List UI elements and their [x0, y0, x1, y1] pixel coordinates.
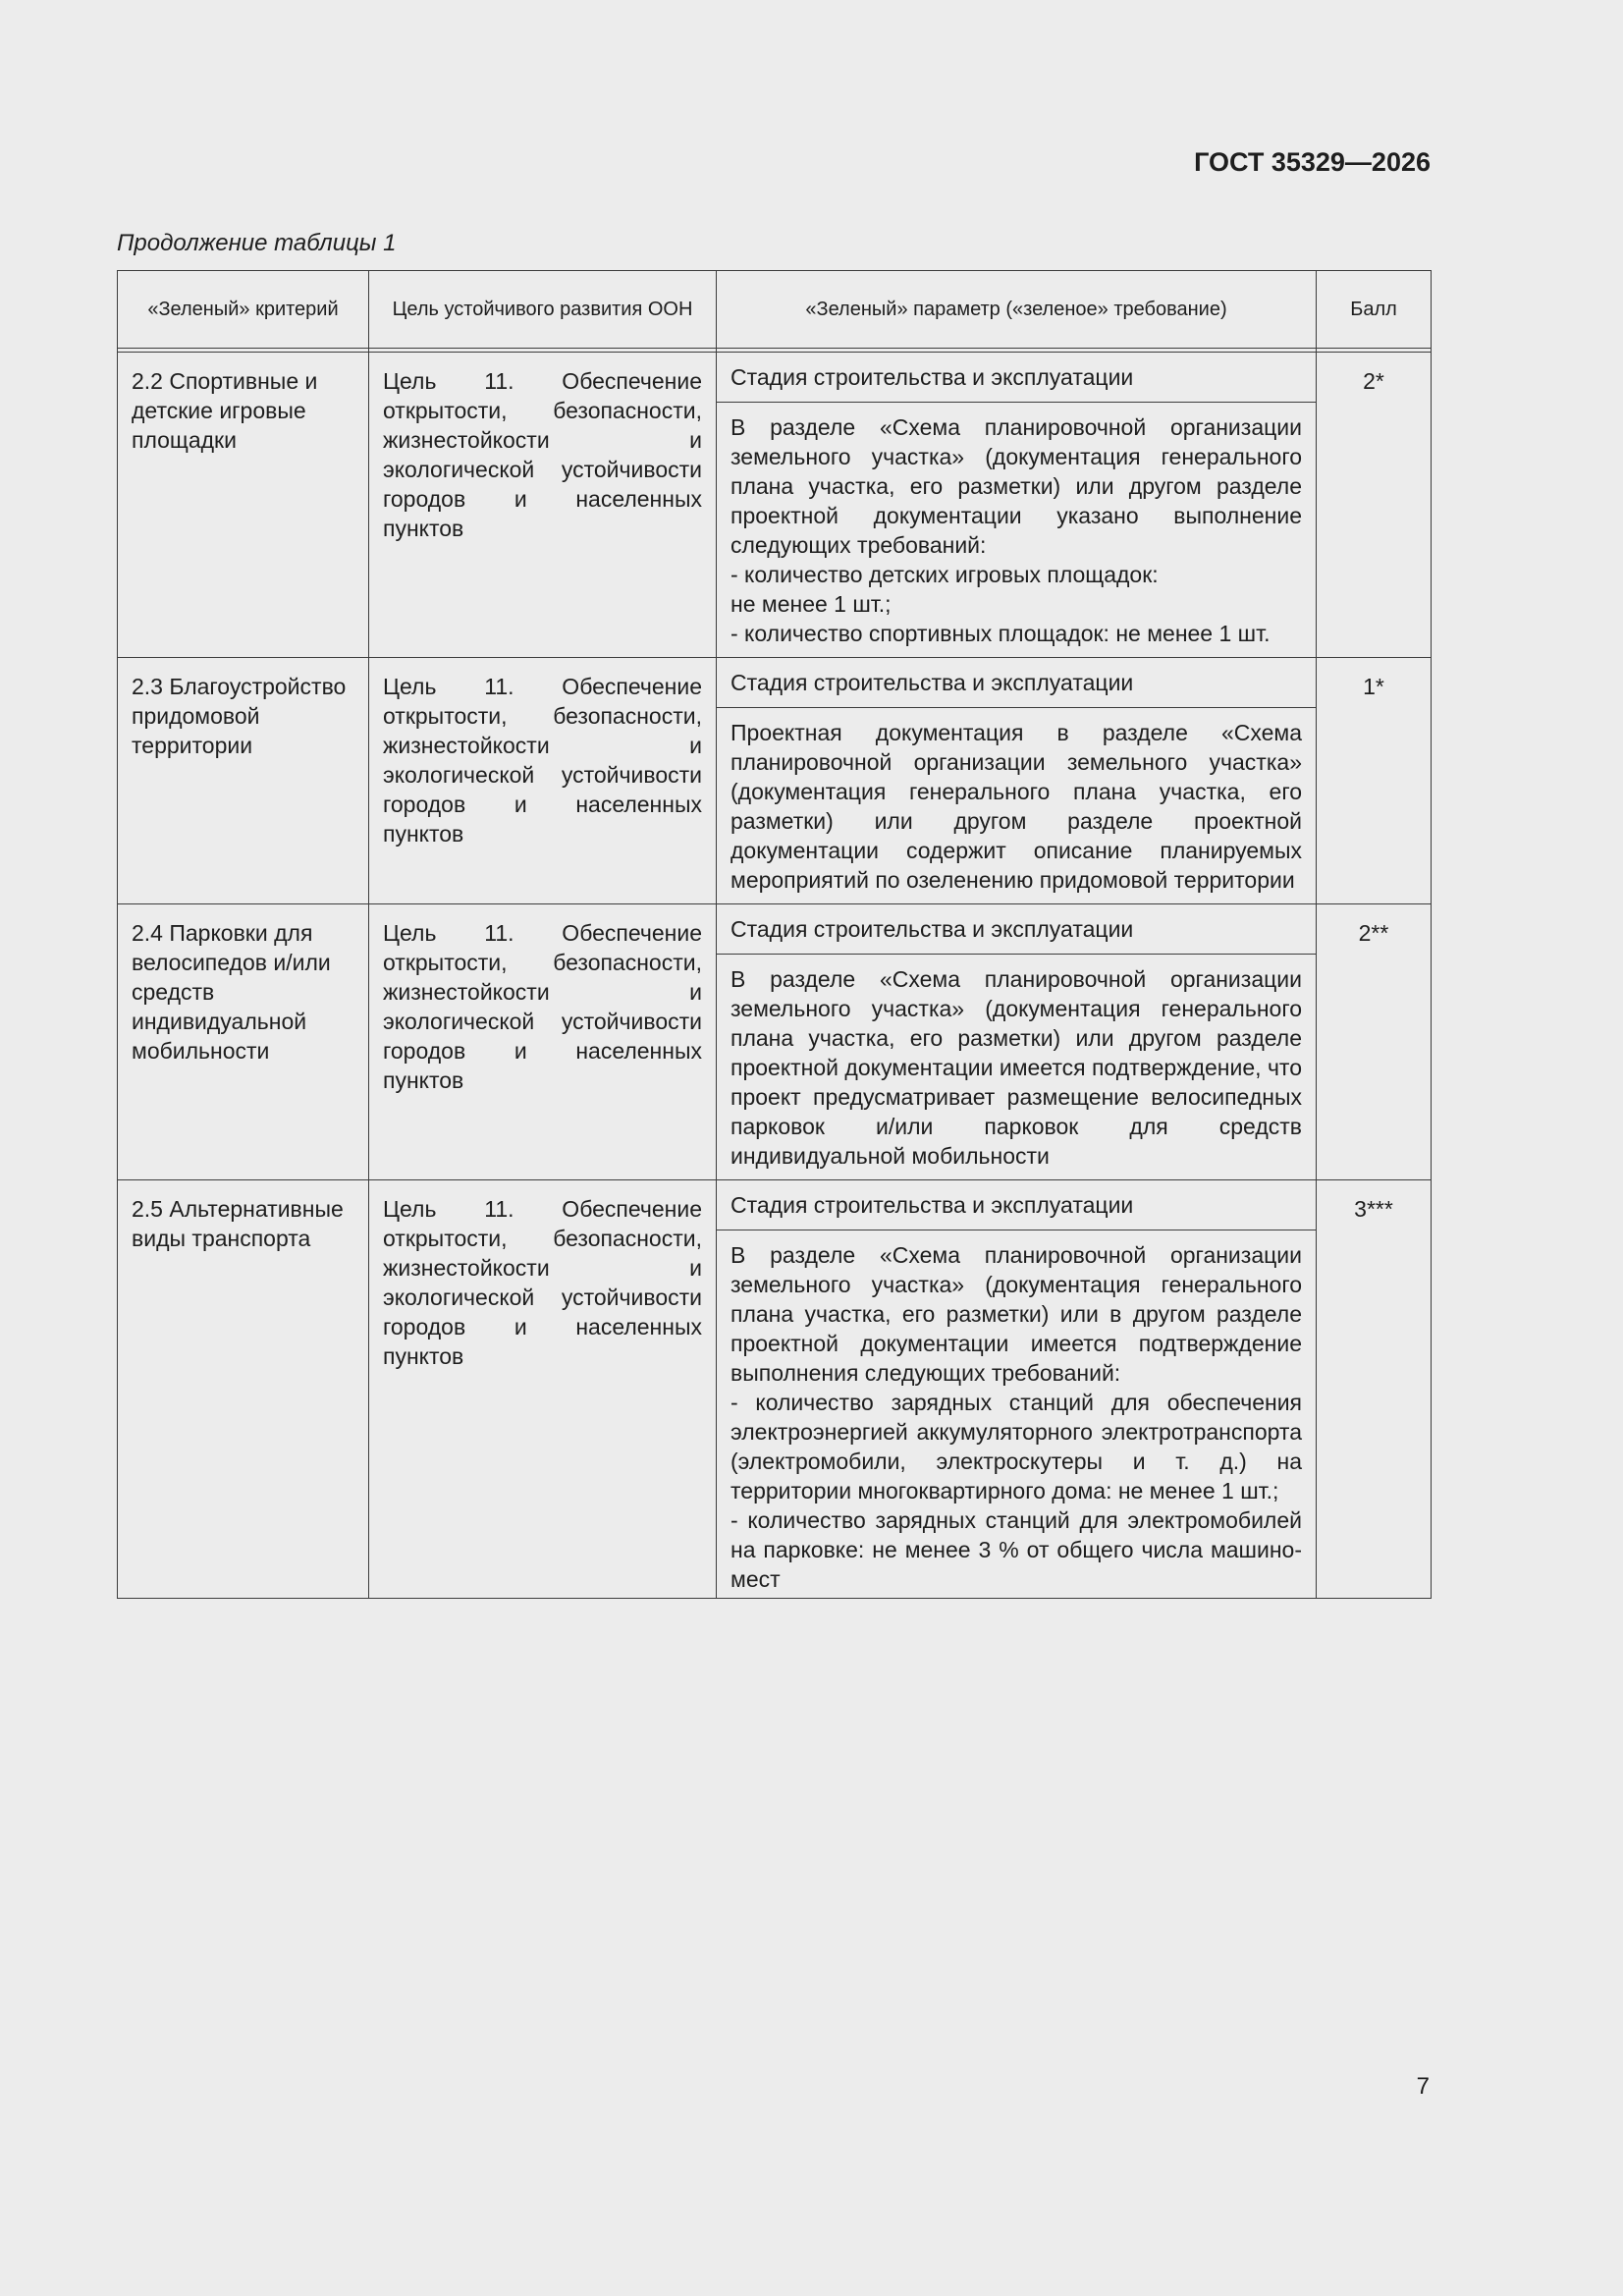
criterion-cell	[118, 658, 369, 904]
un-goal-cell	[369, 1180, 717, 1599]
parameter-item: - количество спортивных площадок: не менее 1 шт.	[730, 621, 1271, 646]
un-goal-text: Цель 11. Обеспечение открытости, безопасности, жизнестойкости и экологической устойчивости городов и населенных пунктов	[383, 920, 702, 1093]
parameter-text: В разделе «Схема планировочной организации земельного участка» (документация генерального плана участка, его разметки) или другом разделе проектной документации имеется подтверждение, что проект предусматривает размещение велосипедных парковок и/или парковок для средств индивидуальной мобильности	[730, 966, 1302, 1169]
stage-cell: Стадия строительства и эксплуатации	[717, 1180, 1317, 1230]
stage-cell: Стадия строительства и эксплуатации	[717, 658, 1317, 708]
document-code: ГОСТ 35329—2026	[1194, 147, 1431, 177]
table-header-row	[118, 271, 1432, 349]
criteria-table	[117, 270, 1432, 1599]
un-goal-text: Цель 11. Обеспечение открытости, безопасности, жизнестойкости и экологической устойчивости городов и населенных пунктов	[383, 1196, 702, 1369]
un-goal-cell	[369, 353, 717, 658]
table-row	[118, 658, 1432, 708]
criterion-text: 2.3 Благоустройство придомовой территории	[132, 674, 347, 758]
stage-cell: Стадия строительства и эксплуатации	[717, 353, 1317, 403]
header-parameter: «Зеленый» параметр («зеленое» требование)	[717, 271, 1317, 349]
criterion-cell	[118, 1180, 369, 1599]
parameter-item: - количество зарядных станций для электромобилей на парковке: не менее 3 % от общего числа машино-мест	[730, 1507, 1302, 1592]
score-cell: 3***	[1317, 1180, 1432, 1599]
parameter-cell	[717, 1230, 1317, 1599]
un-goal-cell	[369, 658, 717, 904]
header-score: Балл	[1317, 271, 1432, 349]
table-row	[118, 1180, 1432, 1230]
table-continuation-caption: Продолжение таблицы 1	[117, 230, 397, 256]
parameter-text: В разделе «Схема планировочной организации земельного участка» (документация генерального плана участка, его разметки) или в другом разделе проектной документации имеется подтверждение выполнения следующих требований:	[730, 1242, 1302, 1386]
criterion-text: 2.5 Альтернативные виды транспорта	[132, 1196, 344, 1251]
table-row	[118, 353, 1432, 403]
parameter-cell	[717, 403, 1317, 658]
score-cell: 2**	[1317, 904, 1432, 1180]
stage-cell: Стадия строительства и эксплуатации	[717, 904, 1317, 955]
parameter-cell	[717, 955, 1317, 1180]
criterion-cell	[118, 353, 369, 658]
criterion-text: 2.2 Спортивные и детские игровые площадки	[132, 368, 318, 453]
un-goal-text: Цель 11. Обеспечение открытости, безопасности, жизнестойкости и экологической устойчивости городов и населенных пунктов	[383, 674, 702, 847]
criterion-cell	[118, 904, 369, 1180]
parameter-text: В разделе «Схема планировочной организации земельного участка» (документация генерального плана участка, его разметки) или другом разделе проектной документации указано выполнение следующих требований:	[730, 414, 1302, 558]
page-number: 7	[1416, 2073, 1430, 2100]
criterion-text: 2.4 Парковки для велосипедов и/или средств индивидуальной мобильности	[132, 920, 331, 1064]
score-cell: 1*	[1317, 658, 1432, 904]
parameter-cell	[717, 708, 1317, 904]
un-goal-text: Цель 11. Обеспечение открытости, безопасности, жизнестойкости и экологической устойчивости городов и населенных пунктов	[383, 368, 702, 541]
parameter-item: - количество детских игровых площадок:	[730, 562, 1159, 587]
score-cell: 2*	[1317, 353, 1432, 658]
un-goal-cell	[369, 904, 717, 1180]
header-un-goal: Цель устойчивого развития ООН	[369, 271, 717, 349]
parameter-item: не менее 1 шт.;	[730, 591, 892, 617]
header-criterion: «Зеленый» критерий	[118, 271, 369, 349]
table-row	[118, 904, 1432, 955]
parameter-text: Проектная документация в разделе «Схема планировочной организации земельного участка» (документация генерального плана участка, его разметки) или другом разделе проектной документации содержит описание планируемых мероприятий по озеленению придомовой территории	[730, 720, 1302, 893]
parameter-item: - количество зарядных станций для обеспечения электроэнергией аккумуляторного электротранспорта (электромобили, электроскутеры и т. д.) на территории многоквартирного дома: не менее 1 шт.;	[730, 1390, 1302, 1503]
